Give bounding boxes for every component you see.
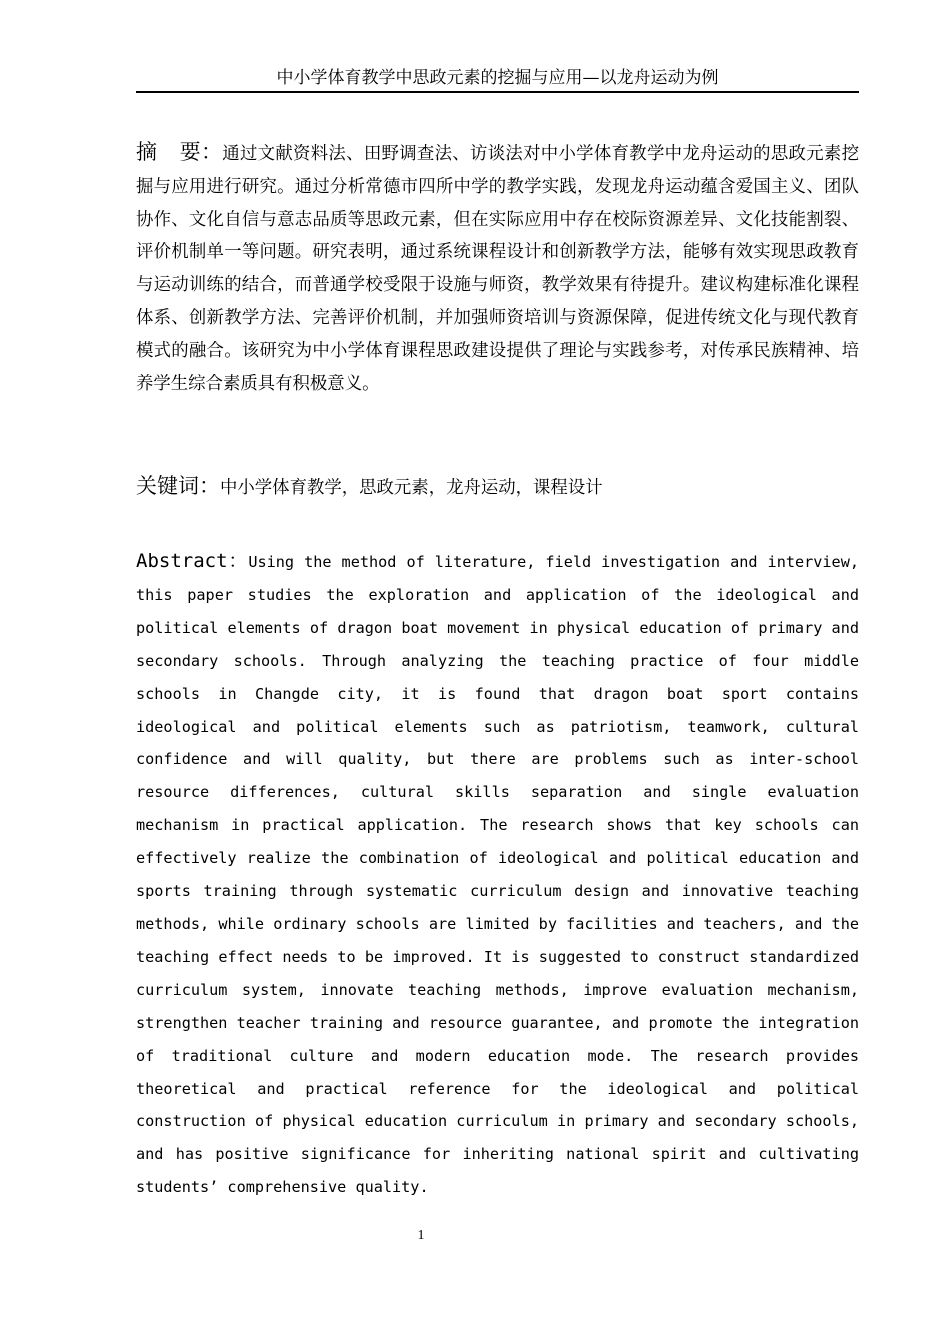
header-divider xyxy=(136,91,859,93)
page-header-title: 中小学体育教学中思政元素的挖掘与应用—以龙舟运动为例 xyxy=(276,68,719,88)
english-abstract-text: Using the method of literature, field investigation and interview, this paper studies the exploration and application of the ideological and political elements of dragon boat movement in physical education of primary and secondary schools. Through analyzing the teaching practice of four middle schools in Changde city, it is found that dragon boat sport contains ideological and political elements such as patriotism, teamwork, cultural confidence and will quality, but there are problems such as inter-school resource differences, cultural skills separation and single evaluation mechanism in practical application. The research shows that key schools can effectively realize the combination of ideological and political education and sports training through systematic curriculum design and innovative teaching methods, while ordinary schools are limited by facilities and teachers, and the teaching effect needs to be improved. It is suggested to construct standardized curriculum system, innovate teaching methods, improve evaluation mechanism, strengthen teacher training and resource guarantee, and promote the integration of traditional culture and modern education mode. The research provides theoretical and practical reference for the ideological and political construction of physical education curriculum in primary and secondary schools, and has positive significance for inheriting national spirit and cultivating students’ comprehensive quality. xyxy=(136,553,859,1197)
abstract-label-char-2: 要 xyxy=(179,140,201,164)
keywords-text: 中小学体育教学，思政元素，龙舟运动，课程设计 xyxy=(220,478,603,498)
abstract-label-char-1: 摘 xyxy=(136,140,158,164)
keywords-line xyxy=(136,470,859,504)
english-abstract-label: Abstract： xyxy=(136,550,249,572)
page-number: 1 xyxy=(417,1228,425,1243)
english-abstract xyxy=(136,545,859,1204)
chinese-abstract-label xyxy=(136,140,222,164)
chinese-abstract xyxy=(136,136,859,400)
keywords-label: 关键词： xyxy=(136,474,220,498)
chinese-abstract-text: 通过文献资料法、田野调查法、访谈法对中小学体育教学中龙舟运动的思政元素挖掘与应用进行研究。通过分析常德市四所中学的教学实践，发现龙舟运动蕴含爱国主义、团队协作、文化自信与意志品质等思政元素，但在实际应用中存在校际资源差异、文化技能割裂、评价机制单一等问题。研究表明，通过系统课程设计和创新教学方法，能够有效实现思政教育与运动训练的结合，而普通学校受限于设施与师资，教学效果有待提升。建议构建标准化课程体系、创新教学方法、完善评价机制，并加强师资培训与资源保障，促进传统文化与现代教育模式的融合。该研究为中小学体育课程思政建设提供了理论与实践参考，对传承民族精神、培养学生综合素质具有积极意义。 xyxy=(136,144,860,394)
abstract-label-colon: ： xyxy=(200,140,223,164)
